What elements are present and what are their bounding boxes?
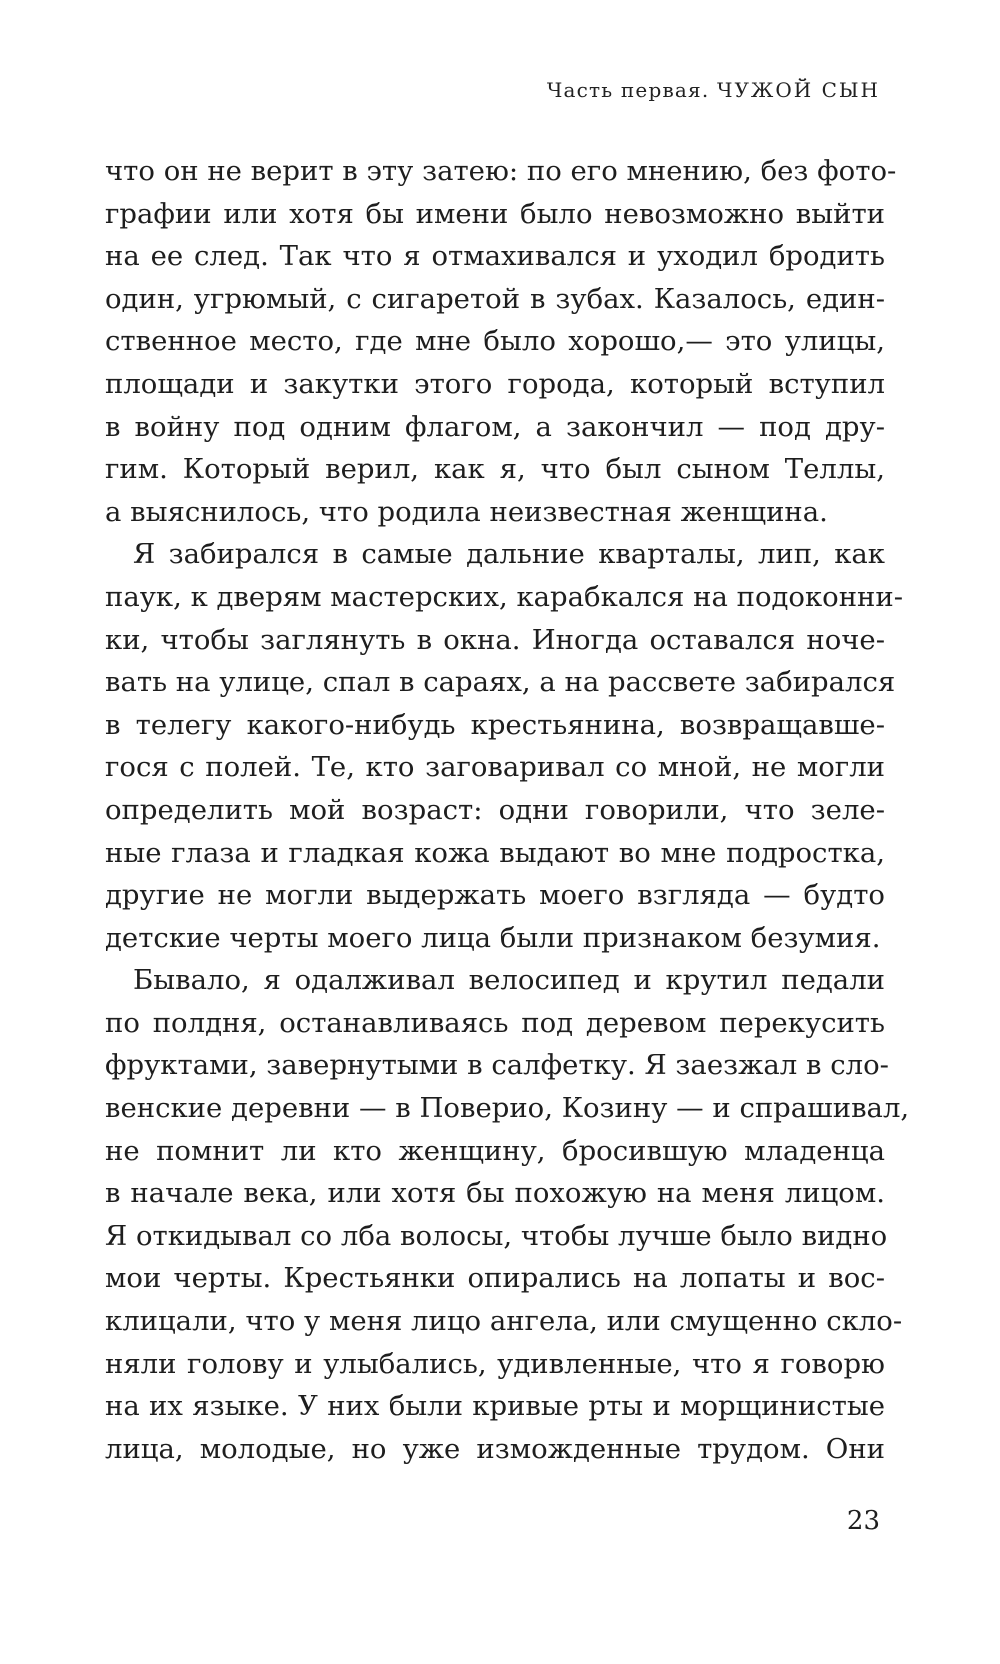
- text-line: Бывало, я одалживал велосипед и крутил педали: [133, 964, 885, 997]
- paragraph-1: [105, 150, 897, 533]
- text-line: венские деревни — в Поверио, Козину — и спрашивал,: [105, 1092, 910, 1125]
- running-head-title: ЧУЖОЙ СЫН: [717, 78, 880, 102]
- page-number: 23: [846, 1506, 880, 1536]
- running-head-part: Часть первая.: [546, 78, 710, 102]
- text-line: няли голову и улыбались, удивленные, что я говорю: [105, 1347, 885, 1380]
- text-line: фруктами, завернутыми в салфетку. Я заезжал в сло-: [105, 1049, 889, 1082]
- text-line: паук, к дверям мастерских, карабкался на подоконни-: [105, 580, 904, 613]
- text-line: в войну под одним флагом, а закончил — под дру-: [105, 410, 885, 443]
- text-line: мои черты. Крестьянки опирались на лопаты и вос-: [105, 1262, 885, 1295]
- text-line: гося с полей. Те, кто заговаривал со мной, не могли: [105, 751, 885, 784]
- body-text: [105, 150, 910, 1470]
- text-line: ные глаза и гладкая кожа выдают во мне подростка,: [105, 836, 885, 869]
- text-line: а выяснилось, что родила неизвестная женщина.: [105, 495, 828, 528]
- text-line: вать на улице, спал в сараях, а на рассвете забирался: [105, 666, 896, 699]
- text-line: один, угрюмый, с сигаретой в зубах. Казалось, един-: [105, 282, 885, 315]
- text-line: по полдня, останавливаясь под деревом перекусить: [105, 1006, 885, 1039]
- text-line: ки, чтобы заглянуть в окна. Иногда оставался ноче-: [105, 623, 885, 656]
- text-line: ственное место, где мне было хорошо,— это улицы,: [105, 325, 885, 358]
- text-line: в начале века, или хотя бы похожую на меня лицом.: [105, 1177, 885, 1210]
- text-line: что он не верит в эту затею: по его мнению, без фото-: [105, 155, 897, 187]
- text-line: на их языке. У них были кривые рты и морщинистые: [105, 1390, 885, 1423]
- text-line: графии или хотя бы имени было невозможно выйти: [105, 197, 885, 230]
- text-line: определить мой возраст: одни говорили, что зеле-: [105, 793, 885, 826]
- paragraph-3: [105, 959, 910, 1470]
- text-line: в телегу какого-нибудь крестьянина, возвращавше-: [105, 708, 885, 741]
- text-line: на ее след. Так что я отмахивался и уходил бродить: [105, 240, 885, 273]
- text-line: не помнит ли кто женщину, бросившую младенца: [105, 1134, 885, 1167]
- text-line: детские черты моего лица были признаком безумия.: [105, 921, 881, 954]
- text-line: Я забирался в самые дальние кварталы, лип, как: [133, 538, 885, 571]
- text-line: гим. Который верил, как я, что был сыном Теллы,: [105, 453, 885, 486]
- text-line: другие не могли выдержать моего взгляда — будто: [105, 879, 885, 912]
- running-head: [547, 78, 880, 102]
- text-line: клицали, что у меня лицо ангела, или смущенно скло-: [105, 1305, 903, 1338]
- text-line: лица, молодые, но уже изможденные трудом. Они: [105, 1432, 885, 1465]
- text-line: площади и закутки этого города, который вступил: [105, 367, 885, 400]
- text-line: Я откидывал со лба волосы, чтобы лучше было видно: [105, 1219, 888, 1252]
- paragraph-2: [105, 533, 904, 959]
